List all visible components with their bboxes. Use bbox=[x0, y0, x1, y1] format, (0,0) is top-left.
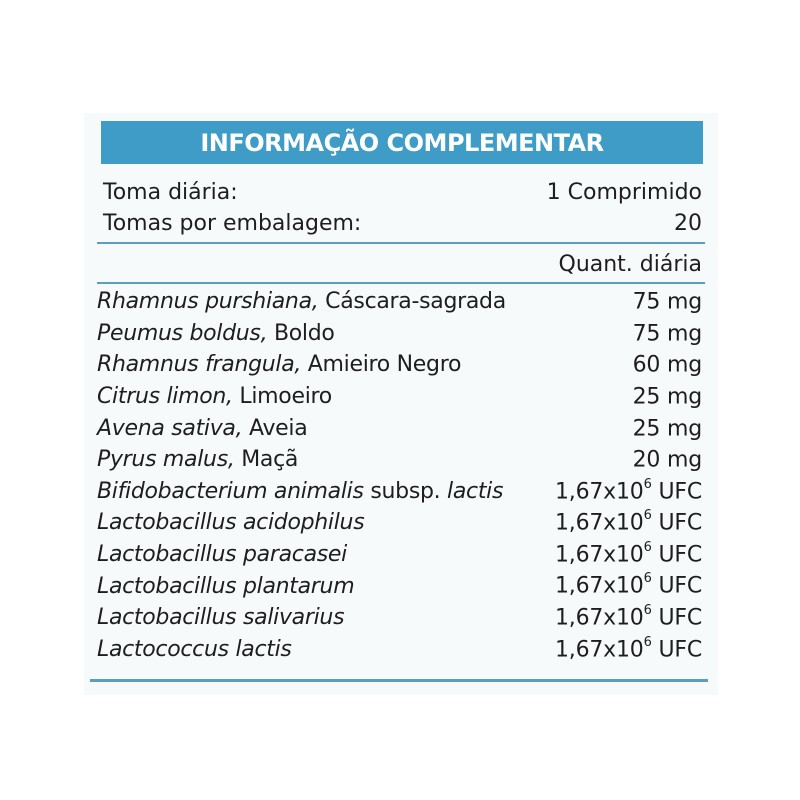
amount-value: 25 mg bbox=[632, 415, 702, 441]
amount-value: 1,67x10 bbox=[555, 542, 644, 568]
ingredient-row bbox=[97, 507, 702, 539]
ingredient-common-name: subsp. bbox=[363, 478, 448, 504]
ingredient-amount bbox=[555, 573, 702, 598]
ingredient-name bbox=[97, 321, 335, 346]
amount-unit: UFC bbox=[651, 542, 702, 568]
ingredient-scientific-name: Pyrus malus, bbox=[97, 447, 235, 473]
ingredient-amount bbox=[555, 476, 702, 505]
amount-unit: UFC bbox=[651, 636, 702, 662]
divider-line bbox=[97, 282, 705, 284]
ingredient-amount bbox=[633, 289, 702, 314]
ingredient-name bbox=[97, 289, 506, 314]
amount-exponent: 6 bbox=[643, 571, 652, 587]
ingredient-scientific-name: Lactobacillus paracasei bbox=[97, 542, 347, 568]
ingredient-common-name: Amieiro Negro bbox=[301, 352, 462, 378]
doses-per-pack-value: 20 bbox=[674, 210, 702, 236]
ingredient-name bbox=[97, 447, 298, 472]
ingredient-name bbox=[97, 352, 461, 377]
amount-exponent: 6 bbox=[643, 634, 652, 650]
ingredient-row bbox=[97, 381, 702, 413]
amount-exponent: 6 bbox=[643, 603, 652, 619]
ingredient-amount bbox=[555, 510, 702, 535]
daily-quantity-column-header: Quant. diária bbox=[558, 252, 702, 277]
ingredient-amount bbox=[633, 416, 702, 441]
ingredient-common-name: Cáscara-sagrada bbox=[318, 289, 506, 315]
amount-value: 1,67x10 bbox=[555, 510, 644, 536]
amount-unit: UFC bbox=[651, 510, 702, 536]
ingredient-row bbox=[97, 602, 702, 634]
ingredient-scientific-name: Lactobacillus plantarum bbox=[97, 573, 355, 599]
amount-unit: UFC bbox=[651, 479, 702, 505]
ingredient-name bbox=[97, 542, 347, 567]
ingredient-row bbox=[97, 570, 702, 602]
ingredient-amount bbox=[555, 634, 702, 662]
ingredient-name bbox=[97, 637, 292, 662]
ingredient-amount bbox=[633, 447, 702, 472]
amount-exponent: 6 bbox=[643, 476, 652, 492]
ingredient-common-name: Limoeiro bbox=[232, 384, 332, 410]
ingredient-common-name: Maçã bbox=[234, 447, 299, 473]
amount-value: 60 mg bbox=[632, 352, 702, 378]
ingredient-list bbox=[97, 286, 702, 665]
ingredient-scientific-name: Avena sativa, bbox=[97, 415, 243, 441]
amount-exponent: 6 bbox=[643, 539, 652, 555]
amount-value: 1,67x10 bbox=[555, 479, 644, 505]
ingredient-name bbox=[97, 479, 503, 504]
amount-exponent: 6 bbox=[643, 508, 652, 524]
ingredient-scientific-name: Rhamnus purshiana, bbox=[97, 289, 319, 315]
ingredient-row bbox=[97, 349, 702, 381]
ingredient-scientific-name: Lactobacillus acidophilus bbox=[97, 510, 365, 536]
ingredient-name bbox=[97, 574, 354, 599]
ingredient-common-name: Boldo bbox=[267, 320, 335, 346]
ingredient-scientific-name: Peumus boldus, bbox=[97, 320, 268, 346]
ingredient-row bbox=[97, 444, 702, 476]
daily-dose-value: 1 Comprimido bbox=[546, 179, 702, 205]
ingredient-scientific-name: Citrus limon, bbox=[97, 384, 233, 410]
amount-value: 25 mg bbox=[632, 384, 702, 410]
ingredient-row bbox=[97, 539, 702, 571]
ingredient-row bbox=[97, 476, 702, 508]
ingredient-name bbox=[97, 510, 364, 535]
daily-dose-row bbox=[103, 177, 702, 207]
ingredient-scientific-name: Rhamnus frangula, bbox=[97, 352, 302, 378]
amount-value: 1,67x10 bbox=[555, 605, 644, 631]
amount-value: 75 mg bbox=[632, 289, 702, 315]
ingredient-scientific-name: Lactococcus lactis bbox=[97, 636, 292, 662]
amount-unit: UFC bbox=[651, 573, 702, 599]
section-title: INFORMAÇÃO COMPLEMENTAR bbox=[200, 128, 604, 157]
doses-per-pack-label: Tomas por embalagem: bbox=[103, 210, 362, 236]
ingredient-scientific-name: Bifidobacterium animalis bbox=[97, 478, 364, 504]
ingredient-amount bbox=[633, 352, 702, 377]
ingredient-row bbox=[97, 634, 702, 666]
amount-value: 75 mg bbox=[632, 321, 702, 347]
amount-value: 1,67x10 bbox=[555, 573, 644, 599]
ingredient-row bbox=[97, 286, 702, 318]
ingredient-amount bbox=[555, 605, 702, 630]
ingredient-name-suffix: lactis bbox=[447, 478, 504, 504]
ingredient-name bbox=[97, 605, 344, 630]
ingredient-common-name: Aveia bbox=[242, 415, 308, 441]
ingredient-amount bbox=[633, 321, 702, 346]
doses-per-pack-row bbox=[103, 208, 702, 238]
ingredient-amount bbox=[633, 384, 702, 409]
amount-value: 20 mg bbox=[632, 447, 702, 473]
amount-unit: UFC bbox=[651, 605, 702, 631]
ingredient-row bbox=[97, 412, 702, 444]
daily-dose-label: Toma diária: bbox=[103, 179, 238, 205]
ingredient-amount bbox=[555, 539, 702, 568]
amount-value: 1,67x10 bbox=[555, 636, 644, 662]
section-header-bar bbox=[101, 121, 703, 164]
bottom-divider-line bbox=[90, 679, 708, 682]
ingredient-scientific-name: Lactobacillus salivarius bbox=[97, 605, 345, 631]
divider-line bbox=[97, 242, 705, 244]
ingredient-name bbox=[97, 384, 332, 409]
ingredient-name bbox=[97, 416, 307, 441]
ingredient-row bbox=[97, 318, 702, 350]
